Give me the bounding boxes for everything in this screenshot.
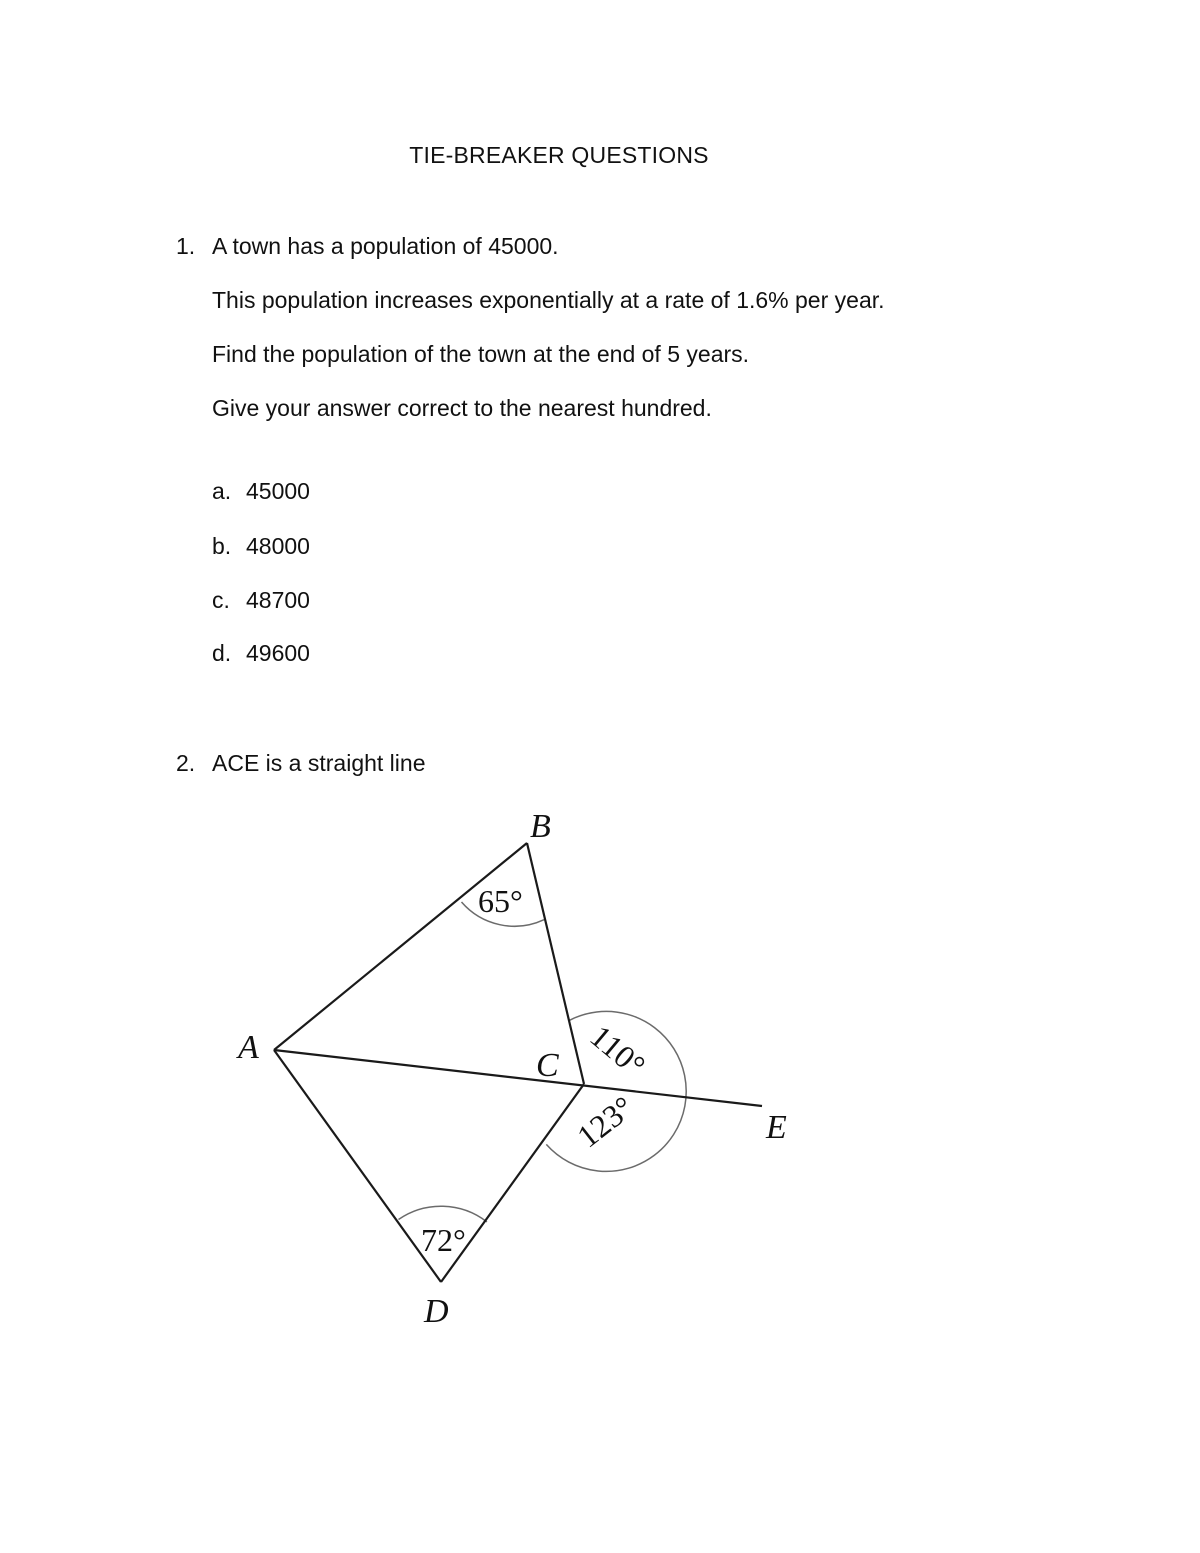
option-a-value: 45000 [246, 478, 310, 504]
option-d-value: 49600 [246, 640, 310, 666]
point-label-b: B [530, 808, 551, 845]
angle-label-abc: 65° [478, 883, 523, 919]
point-label-a: A [238, 1029, 259, 1066]
question-1-line-1: A town has a population of 45000. [212, 233, 559, 259]
question-2-statement: ACE is a straight line [212, 750, 426, 776]
option-c-value: 48700 [246, 587, 310, 613]
option-b-letter: b. [212, 533, 232, 559]
question-2-number: 2. [176, 750, 196, 776]
question-1-line-3: Find the population of the town at the end of 5 years. [212, 341, 750, 367]
option-a-letter: a. [212, 478, 232, 504]
point-label-c: C [536, 1047, 559, 1084]
line-ace [274, 1050, 762, 1106]
point-label-e: E [766, 1109, 787, 1146]
option-c-letter: c. [212, 587, 230, 613]
segment-ab [274, 843, 527, 1050]
page-title: TIE-BREAKER QUESTIONS [409, 142, 709, 168]
point-label-d: D [424, 1293, 449, 1330]
angle-label-adc: 72° [421, 1222, 466, 1258]
question-1-line-2: This population increases exponentially at a rate of 1.6% per year. [212, 287, 885, 313]
option-b-value: 48000 [246, 533, 310, 559]
option-d-letter: d. [212, 640, 232, 666]
question-1-number: 1. [176, 233, 196, 259]
angle-label-bce: 110° [583, 1017, 653, 1084]
angle-label-ecd: 123° [570, 1088, 641, 1155]
segment-ad [274, 1050, 441, 1282]
angle-arc-d [399, 1206, 487, 1222]
question-1-line-4: Give your answer correct to the nearest hundred. [212, 395, 712, 421]
